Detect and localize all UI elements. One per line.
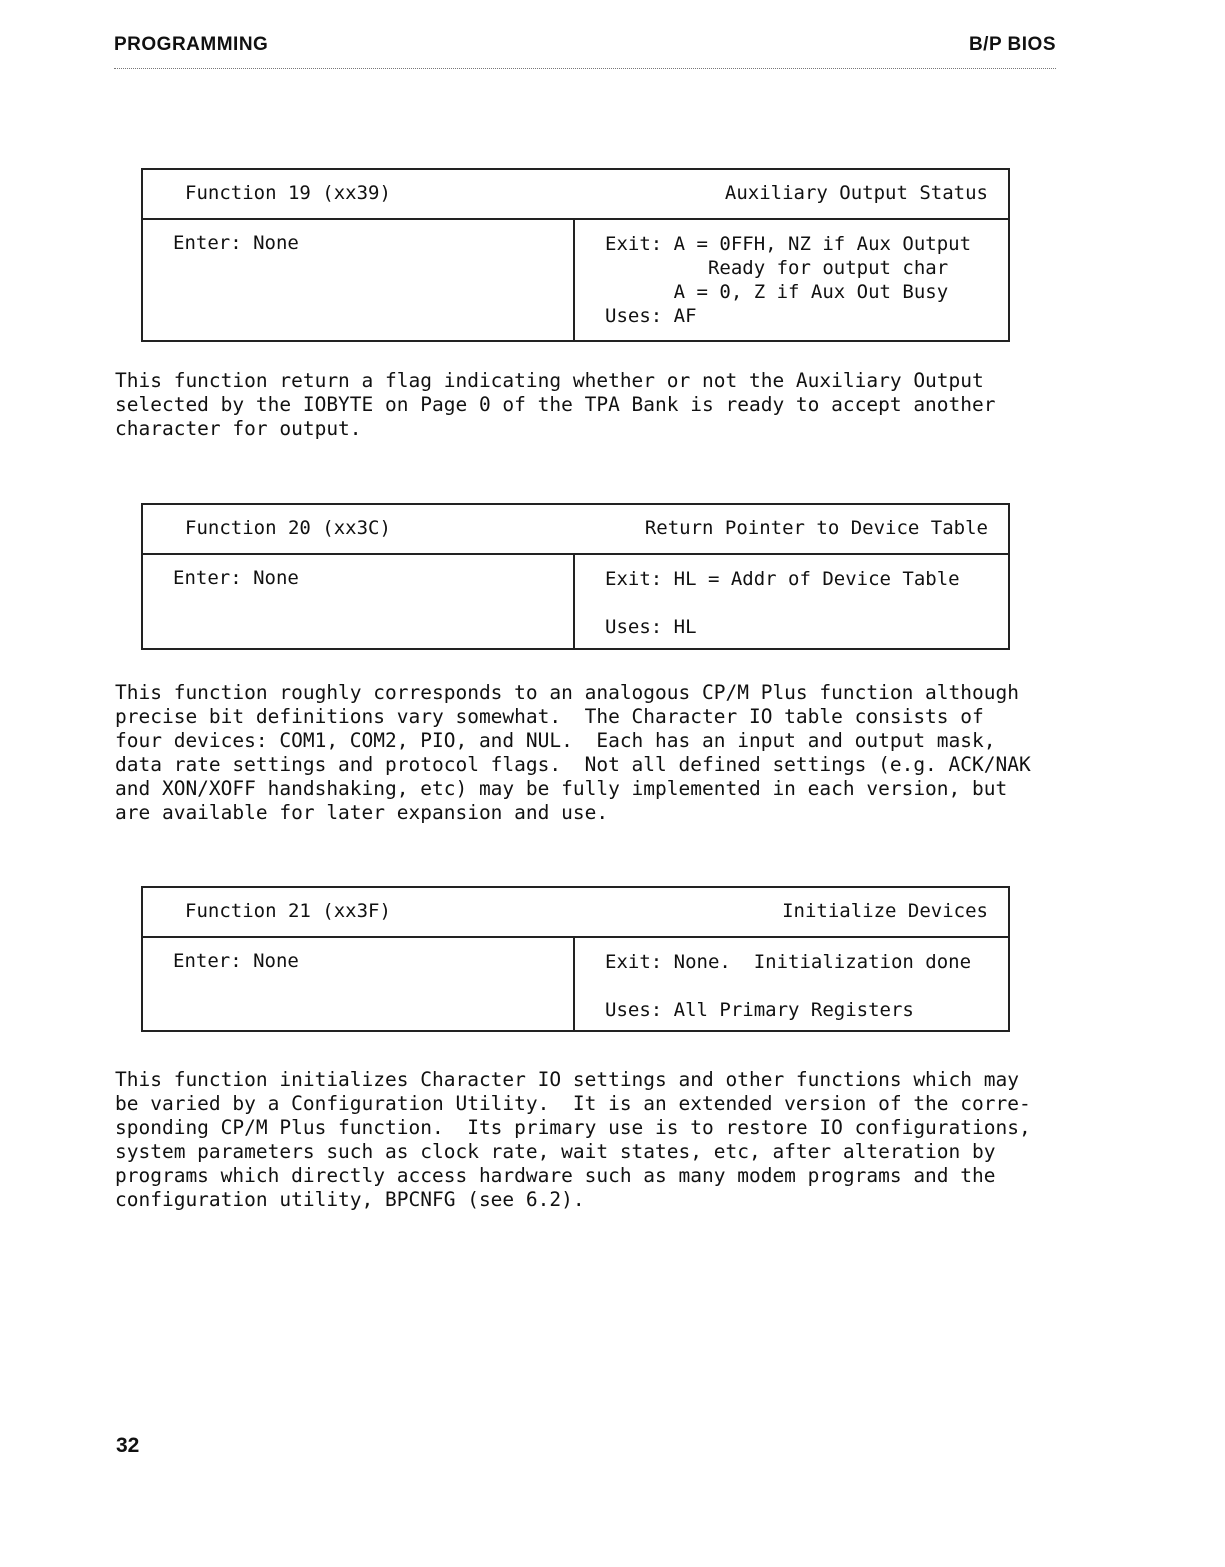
function-title-row xyxy=(143,505,1008,555)
function-name: Function 20 (xx3C) xyxy=(185,517,391,539)
uses-line: Uses: HL xyxy=(605,616,697,638)
exit-line: Exit: A = 0FFH, NZ if Aux Output xyxy=(605,233,972,255)
function-name: Function 21 (xx3F) xyxy=(185,900,391,922)
function-box-21 xyxy=(141,886,1010,1032)
page-header xyxy=(114,34,1056,60)
enter-conditions: Enter: None xyxy=(173,567,299,589)
function-body-row xyxy=(143,938,1008,1032)
column-divider xyxy=(573,938,575,1032)
function-description: Auxiliary Output Status xyxy=(724,182,988,204)
page-number: 32 xyxy=(116,1434,140,1457)
enter-conditions: Enter: None xyxy=(173,232,299,254)
uses-line: Uses: All Primary Registers xyxy=(605,999,914,1021)
function-title-row xyxy=(143,888,1008,938)
paragraph-function-20: This function roughly corresponds to an analogous CP/M Plus function although precise bit definitions vary somewhat. The Character IO table consists of four devices: COM1, COM2, PIO, and NUL. Each has an input and output mask, data rate settings and protocol flags. Not all defined settings (e.g. ACK/NAK and XON/XOFF handshaking, etc) may be fully implemented in each version, but are available for later expansion and use. xyxy=(115,681,1031,824)
exit-line: Exit: None. Initialization done xyxy=(605,951,972,973)
exit-line xyxy=(605,591,960,615)
exit-conditions xyxy=(605,232,971,328)
function-body-row xyxy=(143,555,1008,650)
exit-line: Ready for output char xyxy=(605,257,949,279)
header-rule xyxy=(114,68,1056,69)
function-name: Function 19 (xx39) xyxy=(185,182,391,204)
header-document-title: B/P BIOS xyxy=(968,34,1056,55)
function-box-20 xyxy=(141,503,1010,650)
column-divider xyxy=(573,555,575,650)
header-section-title: PROGRAMMING xyxy=(114,34,269,55)
enter-conditions: Enter: None xyxy=(173,950,299,972)
exit-line: A = 0, Z if Aux Out Busy xyxy=(605,281,949,303)
exit-conditions xyxy=(605,567,960,639)
function-body-row xyxy=(143,220,1008,342)
function-box-19 xyxy=(141,168,1010,342)
column-divider xyxy=(573,220,575,342)
exit-conditions xyxy=(605,950,971,1022)
exit-line xyxy=(605,974,971,998)
uses-line: Uses: AF xyxy=(605,305,697,327)
exit-line: Exit: HL = Addr of Device Table xyxy=(605,568,960,590)
function-description: Initialize Devices xyxy=(782,900,988,922)
paragraph-function-19: This function return a flag indicating whether or not the Auxiliary Output selected by the IOBYTE on Page 0 of the TPA Bank is ready to accept another character for output. xyxy=(115,369,996,440)
function-title-row xyxy=(143,170,1008,220)
paragraph-function-21: This function initializes Character IO settings and other functions which may be varied by a Configuration Utility. It is an extended version of the corre- sponding CP/M Plus function. Its primary use is to restore IO configurations, system parameters such as clock rate, wait states, etc, after alteration by programs which directly access hardware such as many modem programs and the configuration utility, BPCNFG (see 6.2). xyxy=(115,1068,1031,1211)
function-description: Return Pointer to Device Table xyxy=(644,517,988,539)
